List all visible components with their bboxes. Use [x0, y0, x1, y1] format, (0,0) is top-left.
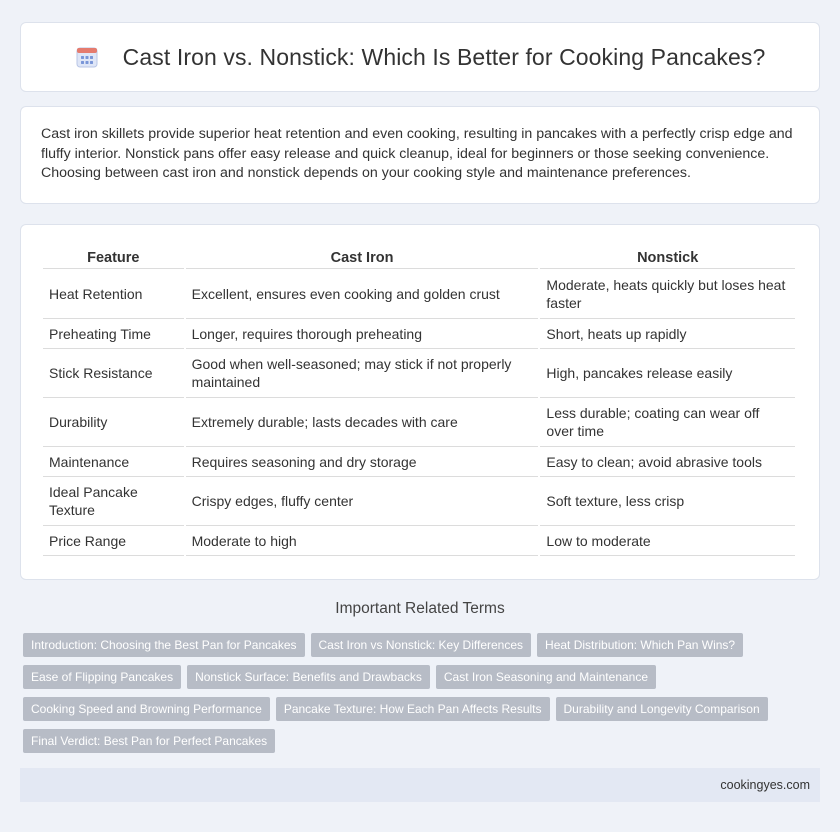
- nonstick-cell: Short, heats up rapidly: [540, 319, 795, 349]
- cast-iron-cell: Crispy edges, fluffy center: [186, 477, 539, 526]
- nonstick-cell: Moderate, heats quickly but loses heat faster: [540, 269, 795, 319]
- table-row: [43, 398, 795, 447]
- feature-cell: Maintenance: [43, 447, 184, 477]
- table-row: [43, 319, 795, 349]
- nonstick-cell: Easy to clean; avoid abrasive tools: [540, 447, 795, 477]
- tag-link[interactable]: Durability and Longevity Comparison: [556, 697, 768, 721]
- cast-iron-cell: Extremely durable; lasts decades with care: [186, 398, 539, 447]
- feature-cell: Price Range: [43, 526, 184, 556]
- page-title: Cast Iron vs. Nonstick: Which Is Better for Cooking Pancakes?: [122, 43, 766, 70]
- calendar-icon: [75, 45, 99, 69]
- header-feature: Feature: [43, 245, 184, 269]
- tag-link[interactable]: Pancake Texture: How Each Pan Affects Results: [276, 697, 550, 721]
- table-row: [43, 269, 795, 319]
- header-cast-iron: Cast Iron: [186, 245, 539, 269]
- related-terms-title: Important Related Terms: [335, 600, 505, 617]
- cast-iron-cell: Good when well-seasoned; may stick if not properly maintained: [186, 349, 539, 398]
- tag-link[interactable]: Cast Iron Seasoning and Maintenance: [436, 665, 656, 689]
- nonstick-cell: Low to moderate: [540, 526, 795, 556]
- tag-link[interactable]: Cast Iron vs Nonstick: Key Differences: [311, 633, 532, 657]
- title-card: [20, 22, 820, 92]
- cast-iron-cell: Excellent, ensures even cooking and golden crust: [186, 269, 539, 319]
- footer: [20, 768, 820, 802]
- table-header-row: [43, 245, 795, 269]
- cast-iron-cell: Longer, requires thorough preheating: [186, 319, 539, 349]
- feature-cell: Ideal Pancake Texture: [43, 477, 184, 526]
- header-nonstick: Nonstick: [540, 245, 795, 269]
- table-row: [43, 349, 795, 398]
- table-row: [43, 477, 795, 526]
- table-row: [43, 447, 795, 477]
- table-row: [43, 526, 795, 556]
- tag-link[interactable]: Introduction: Choosing the Best Pan for Pancakes: [23, 633, 305, 657]
- feature-cell: Durability: [43, 398, 184, 447]
- feature-cell: Heat Retention: [43, 269, 184, 319]
- feature-cell: Preheating Time: [43, 319, 184, 349]
- nonstick-cell: Soft texture, less crisp: [540, 477, 795, 526]
- tag-link[interactable]: Final Verdict: Best Pan for Perfect Pancakes: [23, 729, 275, 753]
- comparison-card: [20, 224, 820, 580]
- tag-link[interactable]: Nonstick Surface: Benefits and Drawbacks: [187, 665, 430, 689]
- tag-link[interactable]: Heat Distribution: Which Pan Wins?: [537, 633, 743, 657]
- comparison-table: [41, 245, 797, 556]
- tag-link[interactable]: Cooking Speed and Browning Performance: [23, 697, 270, 721]
- intro-card: [20, 106, 820, 204]
- cast-iron-cell: Requires seasoning and dry storage: [186, 447, 539, 477]
- tag-link[interactable]: Ease of Flipping Pancakes: [23, 665, 181, 689]
- related-terms-tags: [23, 633, 823, 761]
- intro-text: Cast iron skillets provide superior heat retention and even cooking, resulting in pancakes with a perfectly crisp edge and fluffy interior. Nonstick pans offer easy release and quick cleanup, ideal for beginners or those seeking convenience. Choosing between cast iron and nonstick depends on your cooking style and maintenance preferences.: [41, 126, 793, 181]
- cast-iron-cell: Moderate to high: [186, 526, 539, 556]
- feature-cell: Stick Resistance: [43, 349, 184, 398]
- footer-site-link[interactable]: cookingyes.com: [720, 778, 810, 792]
- nonstick-cell: High, pancakes release easily: [540, 349, 795, 398]
- nonstick-cell: Less durable; coating can wear off over time: [540, 398, 795, 447]
